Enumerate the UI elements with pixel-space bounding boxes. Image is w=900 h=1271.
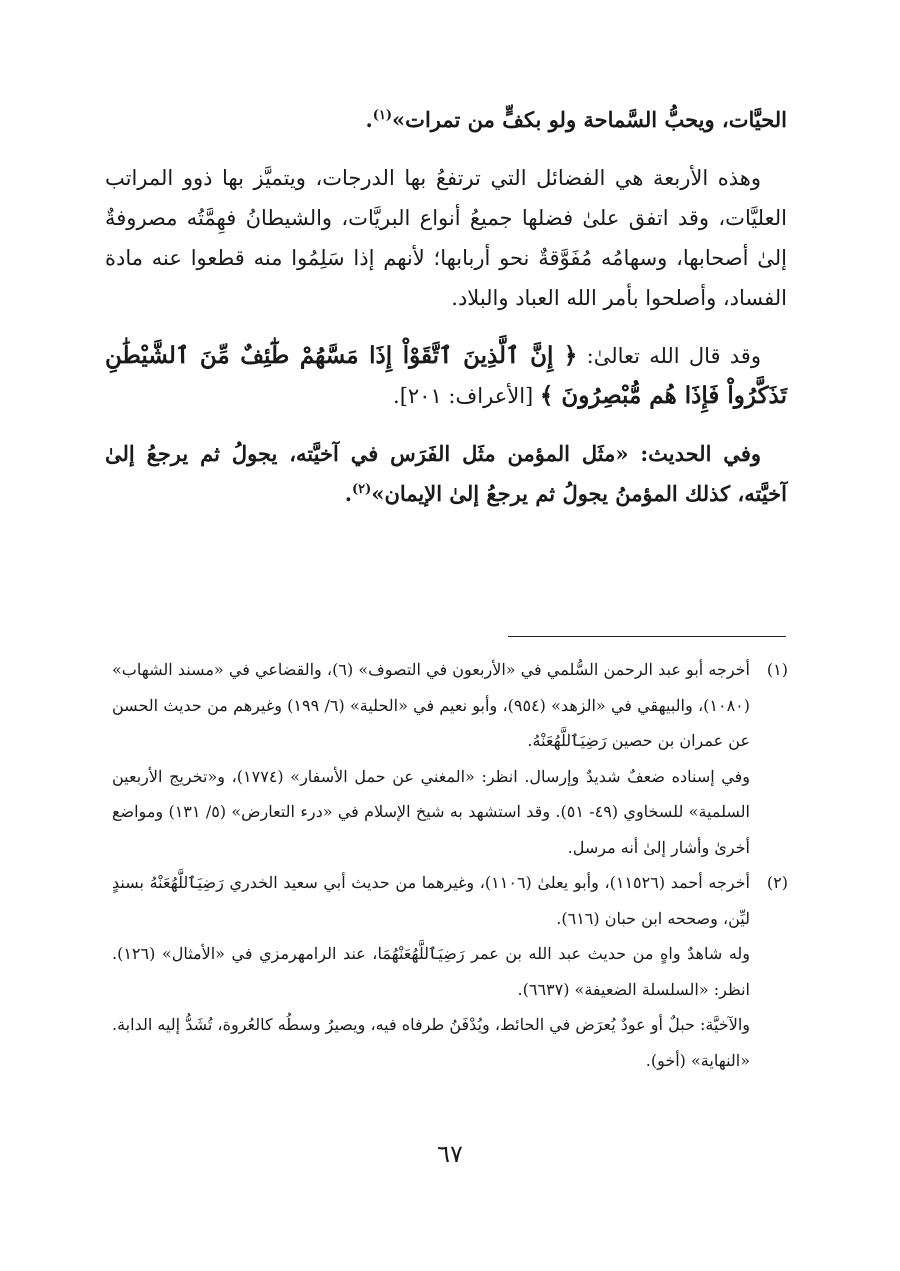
footnote-ref-1: (١) bbox=[372, 108, 393, 123]
paragraph-end: . bbox=[365, 107, 373, 132]
paragraph-end: . bbox=[344, 481, 353, 506]
verse-source: [الأعراف: ٢٠١]. bbox=[393, 384, 540, 408]
footnote-separator bbox=[508, 636, 786, 637]
footnote-line: والآخيَّة: حبلٌ أو عودٌ يُعرَض في الحائط، ويُدْفَنُ طرفاه فيه، ويصيرُ وسطُه كالعُروة، تُشَدُّ إليه الدابة. «النهاية» (أخو). bbox=[112, 1015, 750, 1070]
verse-intro: وقد قال الله تعالىٰ: bbox=[577, 344, 761, 368]
footnote-line: أخرجه أحمد (١١٥٢٦)، وأبو يعلىٰ (١١٠٦)، وغيرهما من حديث أبي سعيد الخدري رَضِيَٱللَّهُعَنْهُ بسندٍ ليِّن، وصححه ابن حبان (٦١٦). bbox=[112, 873, 750, 928]
paragraph-text: الحيَّات، ويحبُّ السَّماحة ولو بكفٍّ من تمرات» bbox=[392, 107, 787, 132]
quran-verse: ﴿ إِنَّ ٱلَّذِينَ ٱتَّقَوْاْ إِذَا مَسَّهُمْ طَٰٓئِفٌ مِّنَ ٱلشَّيْطَٰنِ تَذَكَّرُواْ فَإِذَا هُم مُّبْصِرُونَ ﴾ bbox=[105, 342, 787, 409]
paragraph-hadith-continuation bbox=[105, 100, 787, 140]
main-text bbox=[105, 100, 787, 514]
footnote-ref-2: (٢) bbox=[352, 482, 372, 497]
footnote-line: أخرجه أبو عبد الرحمن السُّلمي في «الأربعون في التصوف» (٦)، والقضاعي في «مسند الشهاب» (١٠٨٠)، والبيهقي في «الزهد» (٩٥٤)، وأبو نعيم في «الحلية» (٦/ ١٩٩) وغيرهم من حديث الحسن عن عمران بن حصين رَضِيَٱللَّهُعَنْهُ. bbox=[112, 660, 751, 750]
paragraph-text: وفي الحديث: «مثَل المؤمن مثَل الفَرَس في آخيَّته، يجولُ ثم يرجعُ إلىٰ آخيَّته، كذلك المؤمنُ يجولُ ثم يرجعُ إلىٰ الإيمان» bbox=[105, 441, 787, 506]
footnote-line: وله شاهدٌ واهٍ من حديث عبد الله بن عمر رَضِيَٱللَّهُعَنْهُمَا، عند الرامهرمزي في «الأمثال» (١٢٦). انظر: «السلسلة الضعيفة» (٦٦٣٧). bbox=[112, 944, 750, 999]
footnote-number: (١) bbox=[766, 660, 788, 679]
page-number: ٦٧ bbox=[437, 1140, 463, 1168]
paragraph-quran-verse bbox=[105, 336, 787, 416]
paragraph-hadith-horse bbox=[105, 434, 787, 514]
footnote-body bbox=[112, 865, 750, 1078]
paragraph-four-virtues: وهذه الأربعة هي الفضائل التي ترتفعُ بها الدرجات، ويتميَّز بها ذوو المراتب العليَّات، وقد اتفق علىٰ فضلها جميعُ أنواع البريَّات، والشيطانُ فهِمَّتُه مصروفةٌ إلىٰ أصحابها، وسهامُه مُفَوَّقةٌ نحو أربابها؛ لأنهم إذا سَلِمُوا منه قطعوا عنه مادة الفساد، وأصلحوا بأمر الله العباد والبلاد. bbox=[105, 166, 787, 310]
footnote-body bbox=[112, 652, 750, 865]
footnote-line: وفي إسناده ضعفٌ شديدٌ وإرسال. انظر: «المغني عن حمل الأسفار» (١٧٧٤)، و«تخريج الأربعين السلمية» للسخاوي (٤٩- ٥١). وقد استشهد به شيخ الإسلام في «درء التعارض» (٥/ ١٣١) ومواضع أخرىٰ وأشار إلىٰ أنه مرسل. bbox=[112, 766, 751, 857]
footnotes bbox=[112, 652, 788, 1078]
footnote-1 bbox=[112, 652, 788, 865]
footnote-2 bbox=[112, 865, 788, 1078]
footnote-number: (٢) bbox=[766, 873, 788, 892]
